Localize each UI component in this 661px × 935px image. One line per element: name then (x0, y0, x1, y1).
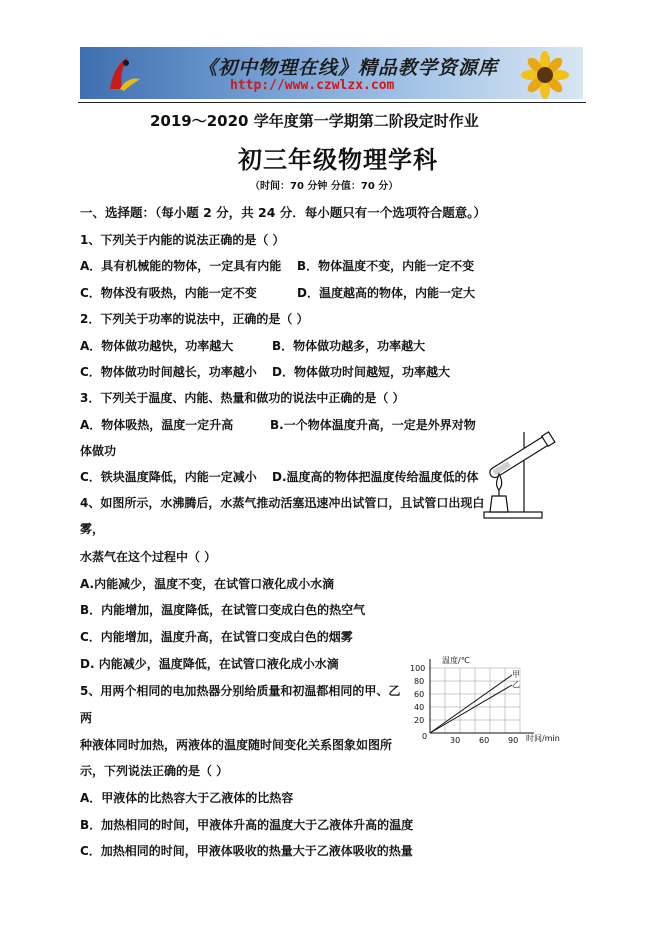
graph-line-label-yi: 乙 (512, 680, 520, 689)
q4-stem: 4、如图所示，水沸腾后，水蒸气推动活塞迅速冲出试管口，且试管口出现白 (80, 496, 485, 510)
graph-y-tick: 20 (414, 716, 425, 725)
q4-stem-cont: 雾， (80, 522, 105, 536)
graph-x-title: 时间/min (526, 734, 560, 743)
q1-stem: 1、下列关于内能的说法正确的是（ ） (80, 233, 285, 247)
q4-option-a: A.内能减少，温度不变，在试管口液化成小水滴 (80, 577, 335, 591)
q2-option-c: C．物体做功时间越长，功率越小 (80, 365, 257, 379)
page-title: 初三年级物理学科 (238, 145, 438, 174)
q3-stem: 3．下列关于温度、内能、热量和做功的说法中正确的是（ ） (80, 391, 405, 405)
q2-option-d: D．物体做功时间越短，功率越大 (272, 365, 450, 379)
q3-option-b-cont: 体做功 (80, 444, 117, 458)
q4-stem-cont2: 水蒸气在这个过程中（ ） (80, 550, 217, 564)
q1-option-a: A．具有机械能的物体，一定具有内能 (80, 259, 282, 273)
bird-logo-icon (102, 53, 142, 93)
q1-option-c: C．物体没有吸热，内能一定不变 (80, 286, 257, 300)
header-banner (80, 47, 583, 99)
exam-meta: （时间：70 分钟 分值：70 分） (250, 181, 399, 192)
q1-option-b: B．物体温度不变，内能一定不变 (297, 259, 475, 273)
graph-x-tick: 90 (508, 736, 519, 745)
banner-title: 《初中物理在线》精品教学资源库 (198, 57, 499, 79)
graph-y-tick: 40 (414, 703, 425, 712)
q4-option-b: B．内能增加，温度降低，在试管口变成白色的热空气 (80, 603, 366, 617)
q3-option-b: B.一个物体温度升高，一定是外界对物 (270, 418, 476, 432)
q2-option-b: B．物体做功越多，功率越大 (272, 339, 426, 353)
q3-option-d: D.温度高的物体把温度传给温度低的体 (272, 470, 479, 484)
graph-line-jia (430, 675, 512, 733)
q1-option-d: D．温度越高的物体，内能一定大 (297, 286, 475, 300)
q2-stem: 2．下列关于功率的说法中，正确的是（ ） (80, 312, 309, 326)
graph-line-label-jia: 甲 (512, 670, 520, 679)
graph-line-yi (430, 685, 512, 733)
graph-y-tick: 80 (414, 677, 425, 686)
q5-stem-cont3: 示，下列说法正确的是（ ） (80, 764, 229, 778)
test-tube-apparatus-figure (480, 418, 562, 524)
graph-x-tick: 60 (479, 736, 490, 745)
banner-url[interactable]: http://www.czwlzx.com (230, 78, 395, 93)
graph-y-tick: 100 (410, 664, 426, 673)
graph-y-tick: 60 (414, 690, 425, 699)
q4-option-d: D. 内能减少，温度降低，在试管口液化成小水滴 (80, 657, 339, 671)
header-rule (78, 102, 586, 103)
q3-option-c: C．铁块温度降低，内能一定减小 (80, 470, 257, 484)
q5-option-a: A．甲液体的比热容大于乙液体的比热容 (80, 791, 294, 805)
temperature-time-graph (408, 655, 568, 750)
graph-x-tick: 30 (450, 736, 461, 745)
graph-origin: 0 (422, 732, 428, 741)
exam-heading: 2019～2020 学年度第一学期第二阶段定时作业 (150, 112, 479, 130)
q3-option-a: A．物体吸热，温度一定升高 (80, 418, 234, 432)
q2-option-a: A．物体做功越快，功率越大 (80, 339, 234, 353)
q5-option-b: B．加热相同的时间，甲液体升高的温度大于乙液体升高的温度 (80, 818, 414, 832)
sunflower-icon (505, 51, 575, 99)
q5-option-c: C．加热相同的时间，甲液体吸收的热量大于乙液体吸收的热量 (80, 844, 413, 858)
q5-stem: 5、用两个相同的电加热器分别给质量和初温都相同的甲、乙 (80, 684, 401, 698)
q5-stem-cont2: 种液体同时加热，两液体的温度随时间变化关系图象如图所 (80, 738, 393, 752)
section-heading: 一、选择题：（每小题 2 分，共 24 分．每小题只有一个选项符合题意。） (80, 205, 487, 220)
graph-y-title: 温度/℃ (442, 656, 470, 665)
q5-stem-cont: 两 (80, 711, 93, 725)
q4-option-c: C．内能增加，温度升高，在试管口变成白色的烟雾 (80, 630, 353, 644)
